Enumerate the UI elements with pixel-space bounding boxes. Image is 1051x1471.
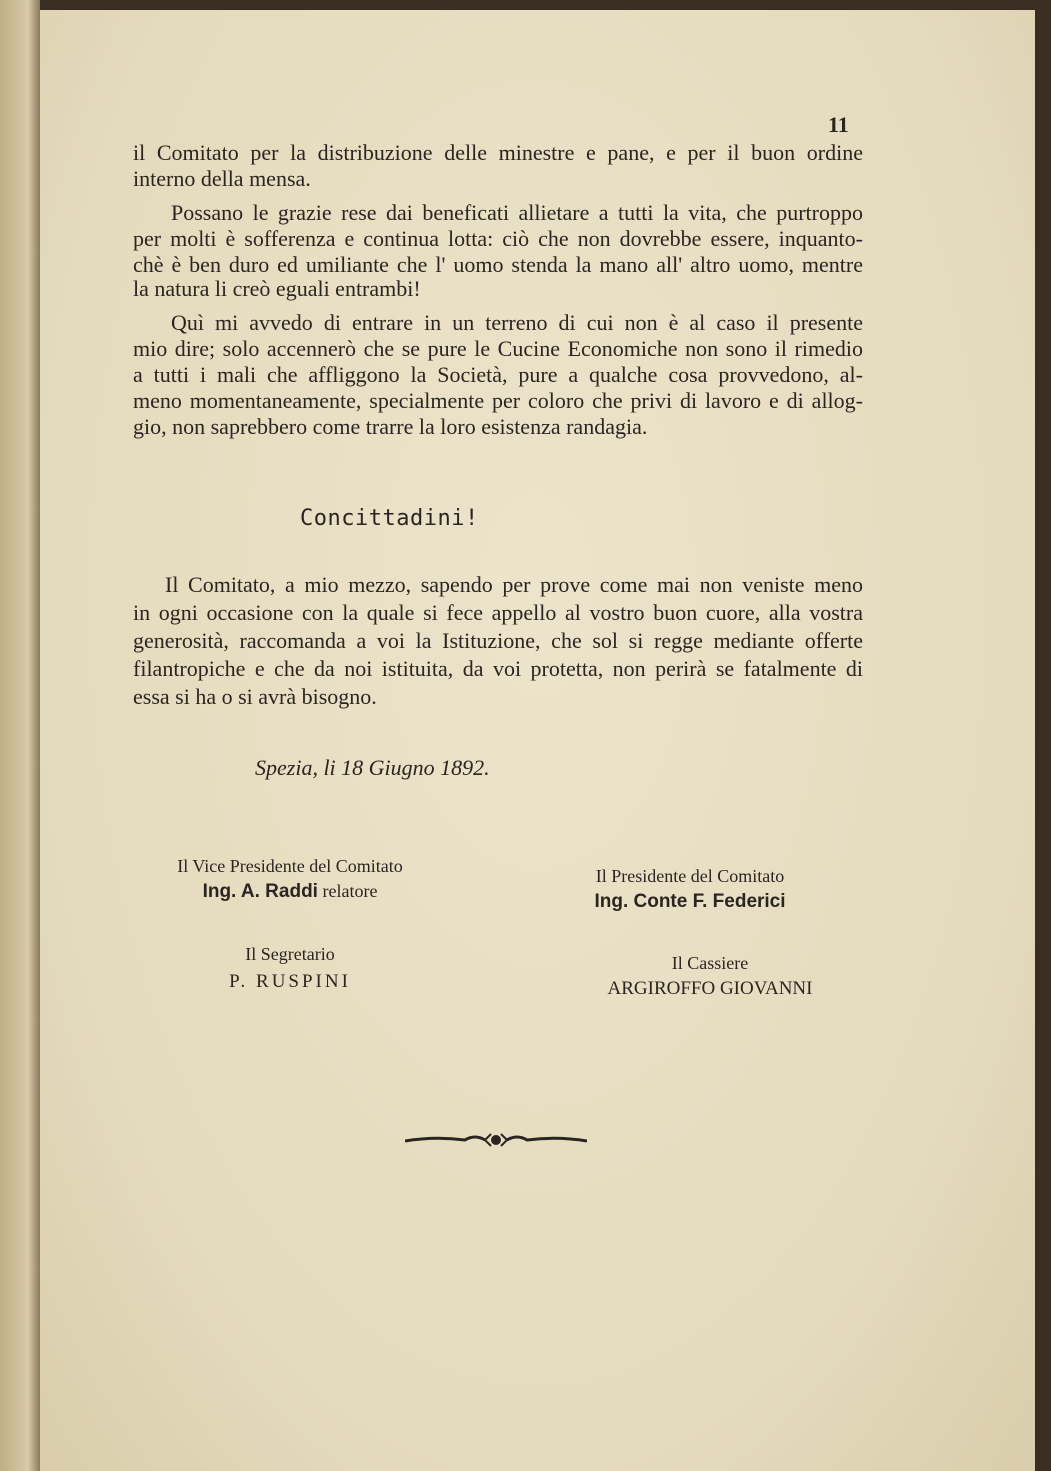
- signature-title: Il Cassiere: [671, 953, 749, 973]
- text-line: interno della mensa.: [133, 166, 311, 191]
- signature-title: Il Segretario: [245, 944, 335, 964]
- signature-name: P. RUSPINI: [229, 971, 351, 992]
- text-line: in ogni occasione con la quale si fece appello al vostro buon cuore, alla vostra: [133, 600, 863, 625]
- ornament-divider-icon: [405, 1128, 587, 1152]
- signature-title: Il Vice Presidente del Comitato: [177, 856, 403, 876]
- signature-treasurer: [570, 953, 850, 1000]
- signature-name: ARGIROFFO GIOVANNI: [607, 978, 813, 999]
- text-line: chè è ben duro ed umiliante che l' uomo stenda la mano all' altro uomo, mentre: [133, 252, 863, 277]
- text-line: Possano le grazie rese dai beneficati allietare a tutti la vita, che purtroppo: [171, 200, 863, 225]
- text-line: la natura li creò eguali entrambi!: [133, 276, 421, 301]
- signature-president: [555, 866, 825, 913]
- text-line: Il Comitato, a mio mezzo, sapendo per prove come mai non veniste meno: [165, 572, 863, 597]
- heading: Concittadini!: [300, 506, 479, 531]
- text-line: il Comitato per la distribuzione delle minestre e pane, e per il buon ordine: [133, 140, 863, 165]
- text-line: meno momentaneamente, specialmente per coloro che privi di lavoro e di allog-: [133, 388, 863, 413]
- date-line: Spezia, li 18 Giugno 1892.: [255, 755, 490, 780]
- signature-secretary: [150, 944, 430, 993]
- signature-name: Ing. A. Raddi: [202, 881, 318, 902]
- text-line: generosità, raccomanda a voi la Istituzione, che sol si regge mediante offerte: [133, 628, 863, 653]
- signature-note: relatore: [322, 881, 378, 901]
- text-line: gio, non saprebbero come trarre la loro esistenza randagia.: [133, 414, 648, 439]
- text-line: Quì mi avvedo di entrare in un terreno di cui non è al caso il presente: [171, 310, 863, 335]
- text-line: a tutti i mali che affliggono la Società, pure a qualche cosa provvedono, al-: [133, 362, 863, 387]
- signature-title: Il Presidente del Comitato: [595, 866, 785, 886]
- text-line: essa si ha o si avrà bisogno.: [133, 684, 377, 709]
- text-line: filantropiche e che da noi istituita, da voi protetta, non perirà se fatalmente di: [133, 656, 863, 681]
- facing-page-edge: [0, 0, 40, 1471]
- text-line: per molti è sofferenza e continua lotta: ciò che non dovrebbe essere, inquanto-: [133, 226, 863, 251]
- signature-vice-president: [150, 856, 430, 903]
- text-line: mio dire; solo accennerò che se pure le Cucine Economiche non sono il rimedio: [133, 336, 863, 361]
- signature-name: Ing. Conte F. Federici: [594, 891, 786, 912]
- page-number: 11: [828, 112, 849, 137]
